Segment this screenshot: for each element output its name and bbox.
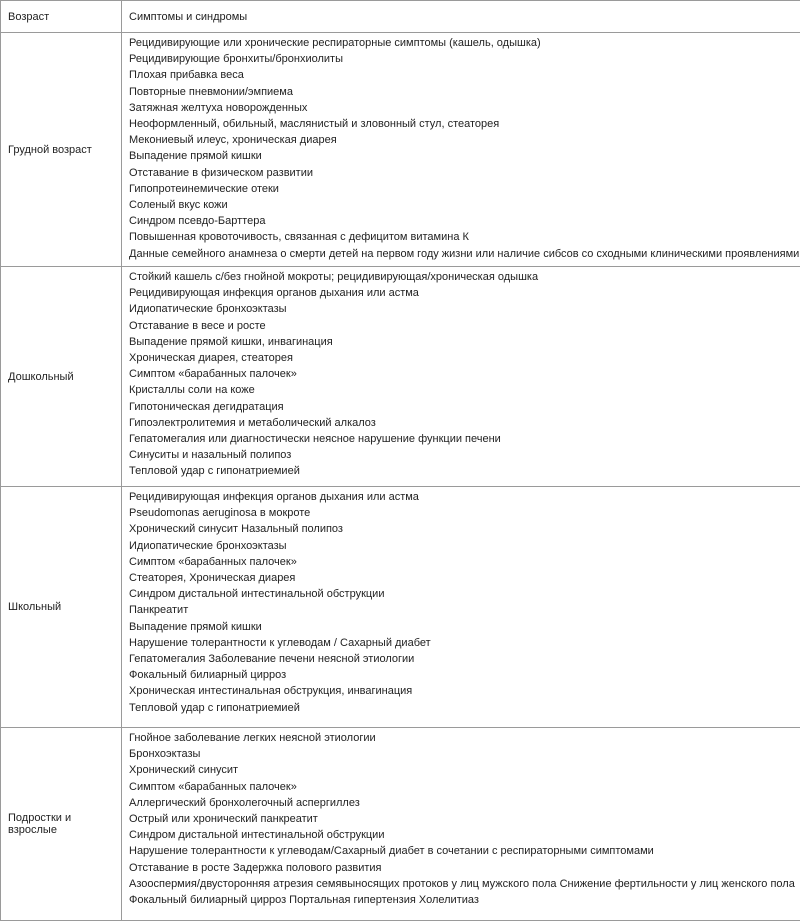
- table-row: [1, 487, 800, 728]
- symptom-item: Рецидивирующие или хронические респираторные симптомы (кашель, одышка): [129, 35, 800, 51]
- symptom-list: [129, 489, 800, 716]
- table-row: [1, 33, 800, 267]
- symptom-item: Плохая прибавка веса: [129, 67, 800, 83]
- symptoms-cell: [122, 33, 800, 267]
- header-row: [1, 1, 800, 33]
- symptom-item: Нарушение толерантности к углеводам / Сахарный диабет: [129, 635, 800, 651]
- age-group-cell: Подростки и взрослые: [1, 728, 122, 921]
- header-age: Возраст: [1, 1, 122, 33]
- symptom-item: Панкреатит: [129, 602, 800, 618]
- symptom-item: Pseudomonas aeruginosa в мокроте: [129, 505, 800, 521]
- symptom-item: Рецидивирующая инфекция органов дыхания или астма: [129, 489, 800, 505]
- symptom-item: Гипотоническая дегидратация: [129, 399, 800, 415]
- symptom-item: Повторные пневмонии/эмпиема: [129, 84, 800, 100]
- symptom-item: Гепатомегалия Заболевание печени неясной этиологии: [129, 651, 800, 667]
- symptom-item: Хронический синусит: [129, 762, 800, 778]
- symptom-list: [129, 730, 800, 908]
- symptom-item: Аллергический бронхолегочный аспергиллез: [129, 795, 800, 811]
- symptom-item: Гепатомегалия или диагностически неясное нарушение функции печени: [129, 431, 800, 447]
- symptoms-cell: [122, 728, 800, 921]
- header-symptoms: Симптомы и синдромы: [122, 1, 800, 33]
- symptom-item: Выпадение прямой кишки, инвагинация: [129, 334, 800, 350]
- symptom-list: [129, 35, 800, 262]
- symptom-item: Фокальный билиарный цирроз: [129, 667, 800, 683]
- symptom-item: Хроническая диарея, стеаторея: [129, 350, 800, 366]
- symptom-item: Тепловой удар с гипонатриемией: [129, 463, 800, 479]
- symptom-item: Симптом «барабанных палочек»: [129, 554, 800, 570]
- symptom-item: Данные семейного анамнеза о смерти детей на первом году жизни или наличие сибсов со сходными клиническими проявлениями: [129, 246, 800, 262]
- symptom-item: Бронхоэктазы: [129, 746, 800, 762]
- symptom-item: Синдром дистальной интестинальной обструкции: [129, 827, 800, 843]
- symptom-item: Идиопатические бронхоэктазы: [129, 538, 800, 554]
- symptom-item: Кристаллы соли на коже: [129, 382, 800, 398]
- symptom-item: Стеаторея, Хроническая диарея: [129, 570, 800, 586]
- symptom-item: Хронический синусит Назальный полипоз: [129, 521, 800, 537]
- age-group-cell: Дошкольный: [1, 267, 122, 487]
- symptom-item: Синуситы и назальный полипоз: [129, 447, 800, 463]
- table-row: [1, 267, 800, 487]
- symptom-item: Симптом «барабанных палочек»: [129, 779, 800, 795]
- symptoms-cell: [122, 267, 800, 487]
- symptom-item: Нарушение толерантности к углеводам/Сахарный диабет в сочетании с респираторными симптомами: [129, 843, 800, 859]
- symptom-item: Соленый вкус кожи: [129, 197, 800, 213]
- symptom-item: Гипопротеинемические отеки: [129, 181, 800, 197]
- symptom-item: Мекониевый илеус, хроническая диарея: [129, 132, 800, 148]
- symptom-item: Хроническая интестинальная обструкция, инвагинация: [129, 683, 800, 699]
- symptom-item: Тепловой удар с гипонатриемией: [129, 700, 800, 716]
- symptom-item: Отставание в весе и росте: [129, 318, 800, 334]
- symptom-item: Стойкий кашель с/без гнойной мокроты; рецидивирующая/хроническая одышка: [129, 269, 800, 285]
- age-group-cell: Школьный: [1, 487, 122, 728]
- symptom-item: Неоформленный, обильный, маслянистый и зловонный стул, стеаторея: [129, 116, 800, 132]
- symptom-item: Рецидивирующая инфекция органов дыхания или астма: [129, 285, 800, 301]
- symptom-list: [129, 269, 800, 480]
- symptom-item: Синдром дистальной интестинальной обструкции: [129, 586, 800, 602]
- symptom-item: Повышенная кровоточивость, связанная с дефицитом витамина К: [129, 229, 800, 245]
- symptom-item: Азооспермия/двусторонняя атрезия семявыносящих протоков у лиц мужского пола Снижение фертильности у лиц женского пола: [129, 876, 800, 892]
- symptom-item: Выпадение прямой кишки: [129, 619, 800, 635]
- symptom-item: Гнойное заболевание легких неясной этиологии: [129, 730, 800, 746]
- symptom-item: Отставание в физическом развитии: [129, 165, 800, 181]
- symptom-item: Отставание в росте Задержка полового развития: [129, 860, 800, 876]
- symptom-item: Выпадение прямой кишки: [129, 148, 800, 164]
- symptom-item: Острый или хронический панкреатит: [129, 811, 800, 827]
- symptom-item: Фокальный билиарный цирроз Портальная гипертензия Холелитиаз: [129, 892, 800, 908]
- age-group-cell: Грудной возраст: [1, 33, 122, 267]
- symptom-item: Симптом «барабанных палочек»: [129, 366, 800, 382]
- symptom-item: Синдром псевдо-Барттера: [129, 213, 800, 229]
- symptom-item: Идиопатические бронхоэктазы: [129, 301, 800, 317]
- symptom-item: Гипоэлектролитемия и метаболический алкалоз: [129, 415, 800, 431]
- symptom-item: Рецидивирующие бронхиты/бронхиолиты: [129, 51, 800, 67]
- symptom-item: Затяжная желтуха новорожденных: [129, 100, 800, 116]
- symptoms-cell: [122, 487, 800, 728]
- table-row: [1, 728, 800, 921]
